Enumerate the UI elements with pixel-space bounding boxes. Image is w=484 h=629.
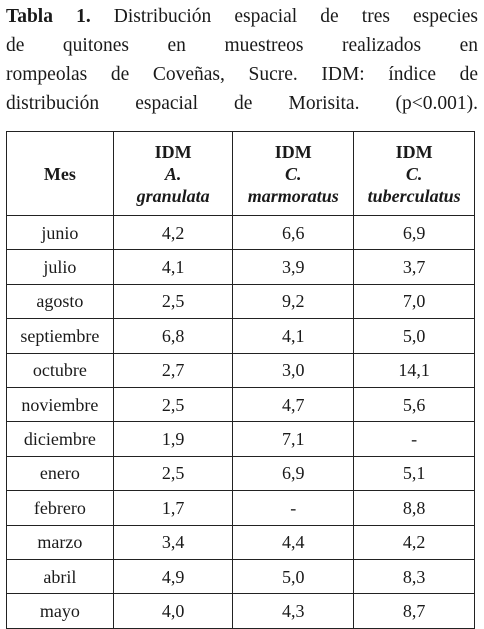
table-row	[7, 491, 475, 525]
caption-line-1	[6, 2, 478, 31]
table-header-row	[7, 132, 475, 216]
month-cell: enero	[7, 456, 114, 490]
month-cell: junio	[7, 216, 114, 250]
idm-value-cell: 1,9	[113, 422, 233, 456]
month-cell: diciembre	[7, 422, 114, 456]
idm-value-cell: 4,2	[354, 525, 475, 559]
header-idm-marmoratus: IDM C. marmoratus	[233, 132, 354, 216]
caption-line-2: de quitones en muestreos realizados en	[6, 35, 478, 56]
idm-value-cell: 4,1	[233, 319, 354, 353]
month-cell: abril	[7, 559, 114, 593]
month-cell: mayo	[7, 594, 114, 628]
idm-value-cell: 8,3	[354, 559, 475, 593]
idm-value-cell: 8,7	[354, 594, 475, 628]
idm-value-cell: 9,2	[233, 284, 354, 318]
idm-value-cell: 5,0	[354, 319, 475, 353]
month-cell: marzo	[7, 525, 114, 559]
table-row	[7, 216, 475, 250]
idm-value-cell: 7,0	[354, 284, 475, 318]
idm-value-cell: 14,1	[354, 353, 475, 387]
idm-value-cell: 4,3	[233, 594, 354, 628]
idm-value-cell: 3,9	[233, 250, 354, 284]
table-row	[7, 319, 475, 353]
idm-value-cell: 2,7	[113, 353, 233, 387]
idm-value-cell: 6,8	[113, 319, 233, 353]
month-cell: octubre	[7, 353, 114, 387]
idm-value-cell: 6,9	[233, 456, 354, 490]
table-caption	[6, 2, 478, 118]
idm-value-cell: -	[233, 491, 354, 525]
table-row	[7, 525, 475, 559]
month-cell: febrero	[7, 491, 114, 525]
idm-value-cell: 8,8	[354, 491, 475, 525]
data-table	[6, 131, 475, 629]
caption-text-1: Distribución espacial de tres especies	[90, 6, 478, 27]
idm-value-cell: 6,9	[354, 216, 475, 250]
idm-value-cell: 5,1	[354, 456, 475, 490]
idm-value-cell: 4,0	[113, 594, 233, 628]
idm-value-cell: 4,1	[113, 250, 233, 284]
month-cell: julio	[7, 250, 114, 284]
idm-value-cell: 5,6	[354, 387, 475, 421]
month-cell: noviembre	[7, 387, 114, 421]
month-cell: agosto	[7, 284, 114, 318]
idm-value-cell: 7,1	[233, 422, 354, 456]
idm-value-cell: 1,7	[113, 491, 233, 525]
idm-value-cell: 3,4	[113, 525, 233, 559]
idm-value-cell: 4,7	[233, 387, 354, 421]
table-row	[7, 387, 475, 421]
idm-value-cell: 2,5	[113, 456, 233, 490]
idm-value-cell: 3,7	[354, 250, 475, 284]
idm-value-cell: 4,4	[233, 525, 354, 559]
idm-value-cell: 4,9	[113, 559, 233, 593]
header-mes: Mes	[7, 132, 114, 216]
header-idm-granulata: IDM A. granulata	[113, 132, 233, 216]
idm-value-cell: 5,0	[233, 559, 354, 593]
caption-line-4: distribución espacial de Morisita. (p<0.001).	[6, 93, 478, 114]
idm-value-cell: 2,5	[113, 284, 233, 318]
caption-line-3: rompeolas de Coveñas, Sucre. IDM: índice de	[6, 64, 478, 85]
header-idm-tuberculatus: IDM C. tuberculatus	[354, 132, 475, 216]
idm-value-cell: 6,6	[233, 216, 354, 250]
table-row	[7, 353, 475, 387]
month-cell: septiembre	[7, 319, 114, 353]
table-row	[7, 456, 475, 490]
table-row	[7, 284, 475, 318]
caption-label: Tabla 1.	[6, 6, 91, 27]
idm-value-cell: 4,2	[113, 216, 233, 250]
table-row	[7, 559, 475, 593]
table-row	[7, 250, 475, 284]
idm-value-cell: 3,0	[233, 353, 354, 387]
table-row	[7, 594, 475, 628]
idm-value-cell: 2,5	[113, 387, 233, 421]
idm-value-cell: -	[354, 422, 475, 456]
table-body	[7, 216, 475, 629]
table-row	[7, 422, 475, 456]
